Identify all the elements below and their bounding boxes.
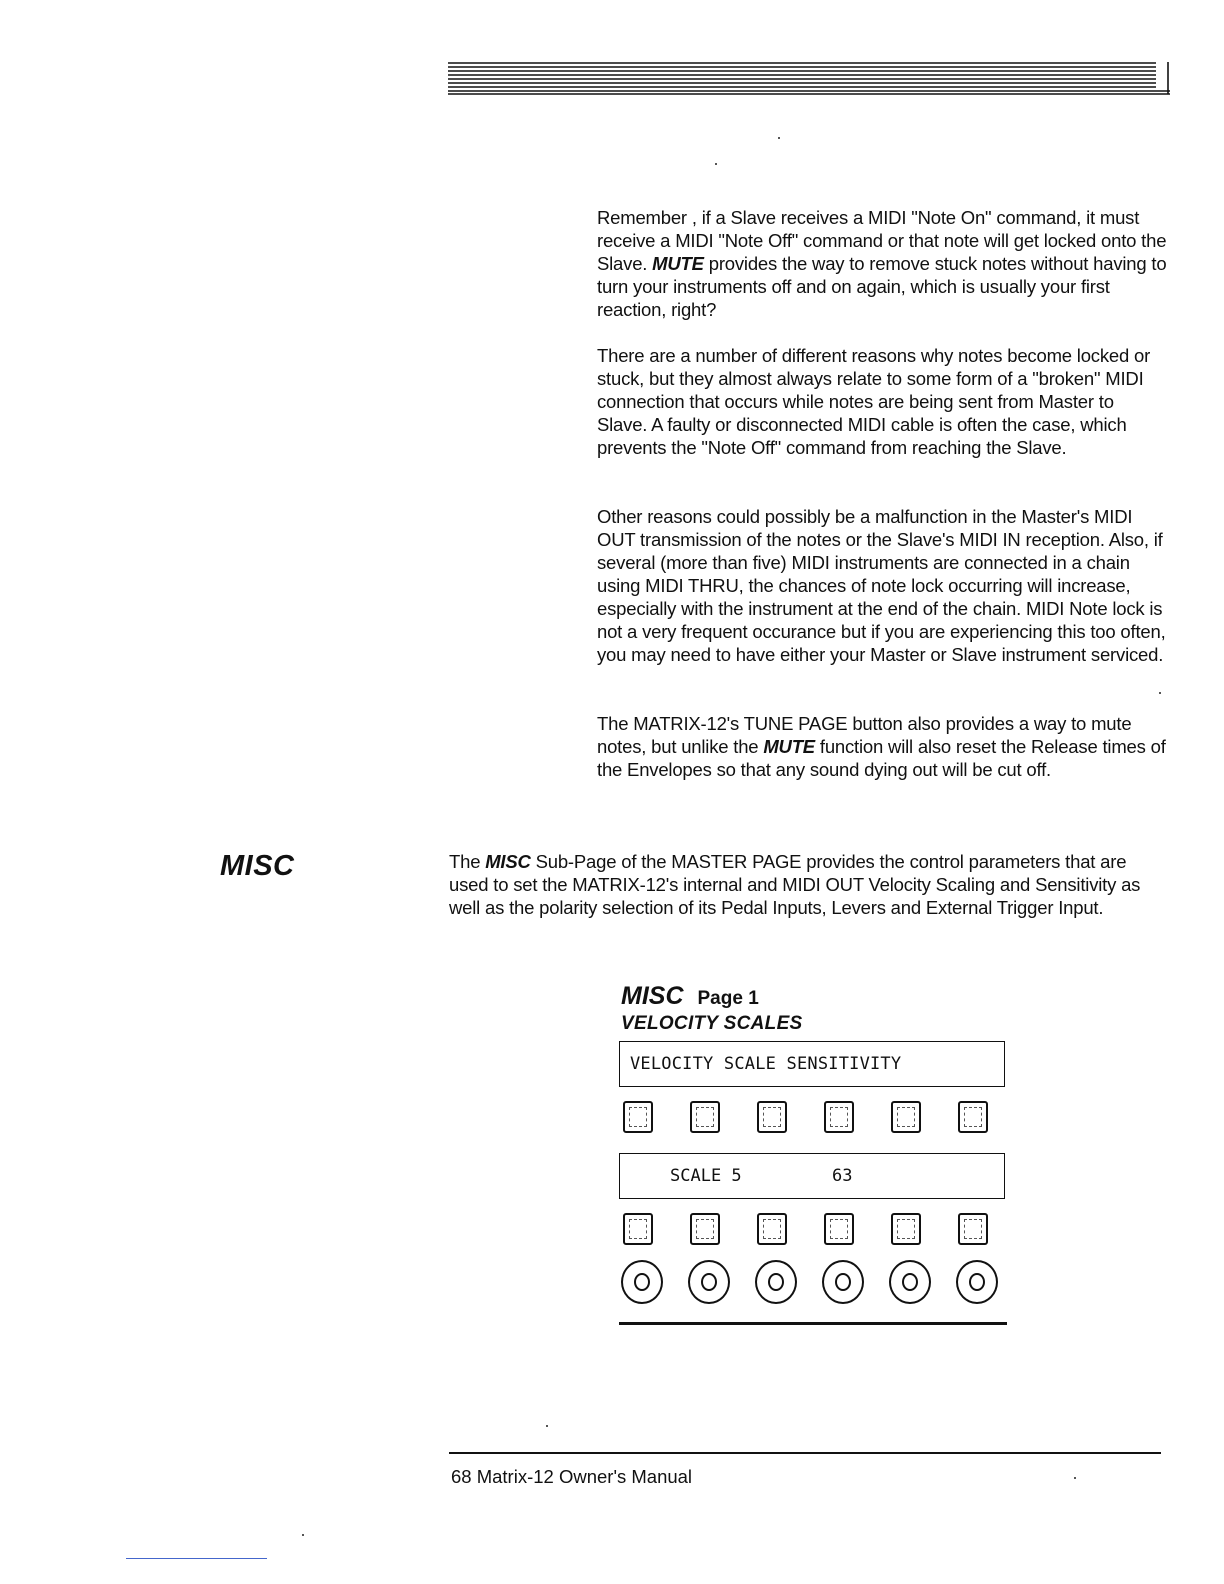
body-paragraph-misc <box>449 850 1169 919</box>
panel-button-icon <box>757 1101 787 1133</box>
scan-speck <box>546 1425 548 1427</box>
panel-base-rule <box>619 1322 1007 1325</box>
panel-button-icon <box>824 1101 854 1133</box>
panel-button-icon <box>690 1101 720 1133</box>
section-heading-misc: MISC <box>220 850 295 882</box>
scan-speck <box>302 1534 304 1536</box>
body-paragraph-other-reasons: Other reasons could possibly be a malfunction in the Master's MIDI OUT transmission of the notes or the Slave's MIDI IN reception. Also, if several (more than five) MIDI instruments are connected in a chain using MIDI THRU, the chances of note lock occurring will increase, especially with the instrument at the end of the chain. MIDI Note lock is not a very frequent occurance but if you are experiencing this too often, you may need to have either your Master or Slave instrument serviced. <box>597 506 1166 665</box>
display-text-scale: SCALE 5 <box>670 1166 742 1186</box>
panel-page-label: Page 1 <box>697 988 759 1009</box>
knob-icon <box>956 1260 998 1304</box>
panel-title <box>621 982 759 1011</box>
scan-artifact-line <box>126 1558 267 1559</box>
panel-button-icon <box>958 1101 988 1133</box>
panel-button-icon <box>891 1101 921 1133</box>
display-text-value: 63 <box>832 1166 853 1186</box>
scan-speck <box>1074 1477 1076 1479</box>
text-run: provides the way to remove stuck notes without having to turn your instruments off and on again, which is usually your first reaction, right? <box>597 253 1167 320</box>
display-text-header: VELOCITY SCALE SENSITIVITY <box>630 1054 902 1074</box>
display-window-top <box>619 1041 1005 1087</box>
scan-speck <box>1159 692 1161 694</box>
display-window-bottom <box>619 1153 1005 1199</box>
knob-icon <box>822 1260 864 1304</box>
panel-title-misc: MISC <box>621 982 684 1010</box>
text-run: function will also reset the Release times of the Envelopes so that any sound dying out will be cut off. <box>597 736 1166 780</box>
knob-icon <box>688 1260 730 1304</box>
panel-button-icon <box>623 1213 653 1245</box>
panel-button-icon <box>757 1213 787 1245</box>
body-paragraph-remember <box>597 206 1167 321</box>
scan-speck <box>715 163 717 165</box>
panel-subtitle: VELOCITY SCALES <box>621 1013 803 1034</box>
text-run: Sub-Page of the MASTER PAGE provides the control parameters that are used to set the MATRIX-12's internal and MIDI OUT Velocity Scaling and Sensitivity as well as the polarity selection of its Pedal Inputs, Levers and External Trigger Input. <box>449 851 1141 918</box>
footer-rule <box>449 1452 1161 1454</box>
panel-button-icon <box>891 1213 921 1245</box>
emphasis-misc: MISC <box>485 851 531 872</box>
button-row-lower <box>623 1213 998 1249</box>
panel-button-icon <box>623 1101 653 1133</box>
footer-page-label: 68 Matrix-12 Owner's Manual <box>451 1466 693 1487</box>
text-run: Remember , if a Slave receives a MIDI "Note On" command, it must receive a MIDI "Note Off" command or that note will get locked onto the Slave. <box>597 207 1167 274</box>
knob-icon <box>621 1260 663 1304</box>
knob-icon <box>889 1260 931 1304</box>
body-paragraph-tune-page <box>597 712 1167 781</box>
text-run: The MATRIX-12's TUNE PAGE button also provides a way to mute notes, but unlike the <box>597 713 1132 757</box>
knob-row <box>621 1260 1001 1310</box>
knob-icon <box>755 1260 797 1304</box>
button-row-upper <box>623 1101 998 1137</box>
body-paragraph-reasons: There are a number of different reasons why notes become locked or stuck, but they almost always relate to some form of a "broken" MIDI connection that occurs while notes are being sent from Master to Slave. A faulty or disconnected MIDI cable is often the case, which prevents the "Note Off" command from reaching the Slave. <box>597 345 1151 458</box>
emphasis-mute: MUTE <box>652 253 704 274</box>
panel-button-icon <box>824 1213 854 1245</box>
panel-button-icon <box>958 1213 988 1245</box>
text-run: The <box>449 851 486 872</box>
panel-button-icon <box>690 1213 720 1245</box>
header-rule-bar <box>448 60 1170 96</box>
emphasis-mute: MUTE <box>763 736 815 757</box>
scan-speck <box>778 137 780 139</box>
